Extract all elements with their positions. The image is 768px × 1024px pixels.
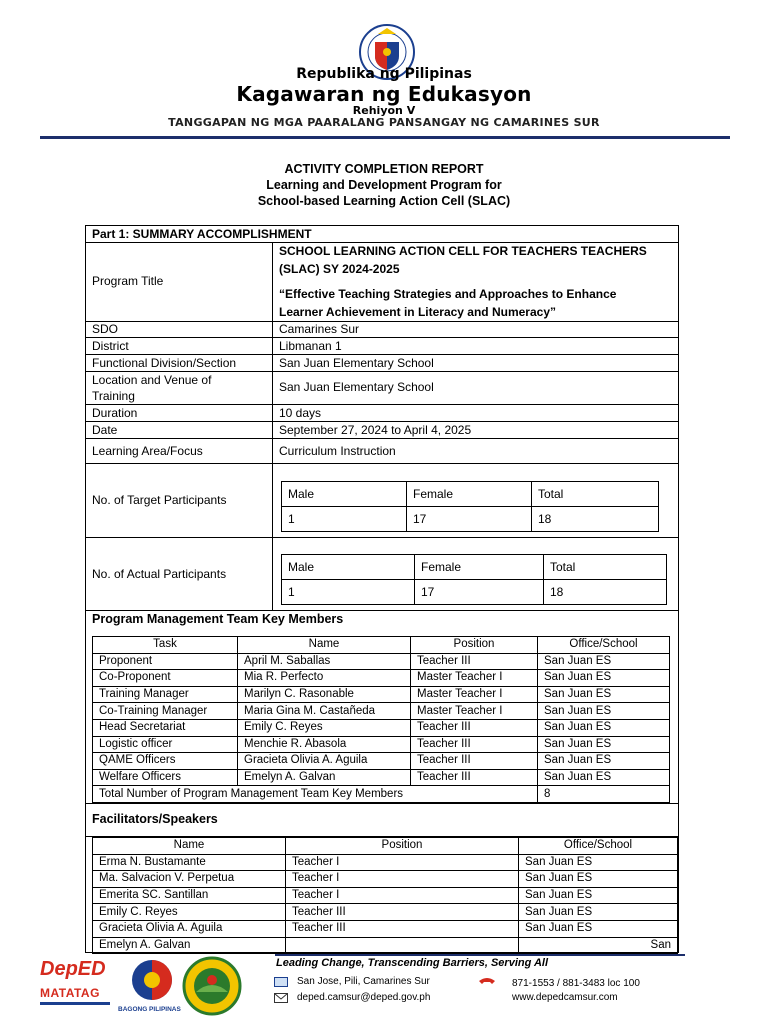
fac-cell-office: San Juan ES — [519, 904, 678, 921]
pmt-cell-position: Master Teacher I — [411, 670, 538, 687]
pmt-header-position: Position — [411, 637, 538, 654]
phone-icon — [478, 977, 496, 987]
table-row — [93, 719, 670, 736]
table-row — [93, 887, 678, 904]
pmt-cell-office: San Juan ES — [538, 670, 670, 687]
pmt-cell-name: April M. Saballas — [238, 653, 411, 670]
footer-divider — [275, 954, 685, 956]
row-value-district: Libmanan 1 — [279, 339, 342, 353]
department-heading: Kagawaran ng Edukasyon — [236, 82, 532, 106]
row-value-division: San Juan Elementary School — [279, 356, 434, 370]
actual-header-total: Total — [544, 555, 667, 580]
summary-table — [85, 225, 679, 953]
pmt-table — [92, 636, 670, 803]
republic-heading: Republika ng Pilipinas — [296, 66, 472, 82]
pmt-cell-name: Menchie R. Abasola — [238, 736, 411, 753]
pmt-cell-name: Emily C. Reyes — [238, 719, 411, 736]
actual-participants-label: No. of Actual Participants — [92, 567, 227, 581]
fac-header-office: Office/School — [519, 838, 678, 855]
pmt-cell-task: Co-Training Manager — [93, 703, 238, 720]
pmt-cell-office: San Juan ES — [538, 653, 670, 670]
footer-phone: 871-1553 / 881-3483 loc 100 — [512, 978, 640, 989]
fac-cell-office: San Juan ES — [519, 871, 678, 888]
email-icon — [274, 993, 288, 1003]
pmt-cell-position: Teacher III — [411, 769, 538, 786]
pmt-cell-name: Gracieta Olivia A. Aguila — [238, 753, 411, 770]
target-participants-label: No. of Target Participants — [92, 493, 227, 507]
fac-cell-office: San — [519, 937, 678, 954]
pmt-cell-name: Maria Gina M. Castañeda — [238, 703, 411, 720]
pmt-cell-office: San Juan ES — [538, 686, 670, 703]
row-label-district: District — [92, 339, 129, 353]
fac-cell-office: San Juan ES — [519, 854, 678, 871]
matatag-logo-text: MATATAG — [40, 986, 100, 1000]
footer-address: San Jose, Pili, Camarines Sur — [297, 976, 430, 987]
fac-cell-name: Emerita SC. Santillan — [93, 887, 286, 904]
pmt-cell-position: Teacher III — [411, 753, 538, 770]
fac-cell-position — [286, 937, 519, 954]
bagong-pilipinas-logo — [122, 958, 182, 1008]
row-label-sdo: SDO — [92, 322, 119, 336]
fac-cell-name: Ma. Salvacion V. Perpetua — [93, 871, 286, 888]
pmt-cell-position: Master Teacher I — [411, 686, 538, 703]
row-label-duration: Duration — [92, 406, 138, 420]
table-row — [93, 670, 670, 687]
target-value-total: 18 — [532, 507, 659, 532]
report-title: ACTIVITY COMPLETION REPORT — [284, 162, 484, 176]
pmt-cell-name: Emelyn A. Galvan — [238, 769, 411, 786]
facilitators-heading: Facilitators/Speakers — [92, 812, 218, 826]
pmt-cell-office: San Juan ES — [538, 719, 670, 736]
facilitators-table — [92, 837, 678, 954]
fac-cell-name: Erma N. Bustamante — [93, 854, 286, 871]
report-subtitle-1: Learning and Development Program for — [266, 178, 502, 192]
pmt-cell-task: Co-Proponent — [93, 670, 238, 687]
part1-heading: Part 1: SUMMARY ACCOMPLISHMENT — [92, 227, 312, 241]
pmt-cell-position: Teacher III — [411, 653, 538, 670]
deped-logo-text: DepED — [40, 958, 106, 980]
fac-header-position: Position — [286, 838, 519, 855]
row-label-location: Location and Venue of — [92, 373, 212, 387]
pmt-heading: Program Management Team Key Members — [92, 612, 344, 626]
pmt-cell-office: San Juan ES — [538, 753, 670, 770]
program-title-label: Program Title — [92, 274, 164, 288]
fac-cell-position: Teacher I — [286, 854, 519, 871]
pmt-header-name: Name — [238, 637, 411, 654]
table-row — [93, 769, 670, 786]
fac-cell-position: Teacher I — [286, 887, 519, 904]
fac-cell-office: San Juan ES — [519, 920, 678, 937]
row-label-date: Date — [92, 423, 118, 437]
division-seal-logo — [182, 956, 242, 1016]
office-heading: TANGGAPAN NG MGA PAARALANG PANSANGAY NG CAMARINES SUR — [168, 116, 600, 129]
program-title-line1: SCHOOL LEARNING ACTION CELL FOR TEACHERS TEACHERS — [279, 244, 647, 258]
pmt-cell-office: San Juan ES — [538, 703, 670, 720]
target-value-male: 1 — [282, 507, 407, 532]
pmt-header-task: Task — [93, 637, 238, 654]
row-value-duration: 10 days — [279, 406, 322, 420]
row-value-sdo: Camarines Sur — [279, 322, 360, 336]
pmt-cell-name: Marilyn C. Rasonable — [238, 686, 411, 703]
row-label-location-2: Training — [92, 389, 135, 403]
table-row — [93, 937, 678, 954]
table-row — [93, 753, 670, 770]
region-heading: Rehiyon V — [352, 104, 416, 117]
row-label-division: Functional Division/Section — [92, 356, 237, 370]
program-title-line2: (SLAC) SY 2024-2025 — [279, 262, 400, 276]
fac-cell-position: Teacher I — [286, 871, 519, 888]
pmt-cell-position: Teacher III — [411, 719, 538, 736]
target-participants-table — [281, 481, 659, 532]
footer-website: www.depedcamsur.com — [512, 992, 618, 1003]
pmt-total-value: 8 — [538, 786, 670, 803]
actual-value-total: 18 — [544, 580, 667, 605]
table-row — [93, 686, 670, 703]
target-value-female: 17 — [407, 507, 532, 532]
pmt-cell-task: QAME Officers — [93, 753, 238, 770]
pmt-cell-task: Training Manager — [93, 686, 238, 703]
fac-cell-position: Teacher III — [286, 904, 519, 921]
table-row — [93, 920, 678, 937]
actual-value-male: 1 — [282, 580, 415, 605]
program-theme-line2: Learner Achievement in Literacy and Numeracy” — [279, 305, 556, 319]
target-header-total: Total — [532, 482, 659, 507]
pmt-cell-office: San Juan ES — [538, 736, 670, 753]
pmt-cell-task: Welfare Officers — [93, 769, 238, 786]
fac-cell-name: Emily C. Reyes — [93, 904, 286, 921]
bagong-pilipinas-text: BAGONG PILIPINAS — [118, 1006, 181, 1013]
program-theme-line1: “Effective Teaching Strategies and Approaches to Enhance — [279, 287, 617, 301]
report-subtitle-2: School-based Learning Action Cell (SLAC) — [257, 194, 511, 208]
footer-tagline: Leading Change, Transcending Barriers, Serving All — [276, 957, 549, 969]
table-row — [93, 871, 678, 888]
row-value-learning-area: Curriculum Instruction — [279, 444, 396, 458]
target-header-male: Male — [282, 482, 407, 507]
footer-email: deped.camsur@deped.gov.ph — [297, 992, 431, 1003]
row-value-date: September 27, 2024 to April 4, 2025 — [279, 423, 472, 437]
table-row — [93, 904, 678, 921]
row-value-location: San Juan Elementary School — [279, 380, 434, 394]
row-label-learning-area: Learning Area/Focus — [92, 444, 203, 458]
pmt-total-label: Total Number of Program Management Team Key Members — [93, 786, 538, 803]
fac-cell-name: Emelyn A. Galvan — [93, 937, 286, 954]
target-header-female: Female — [407, 482, 532, 507]
pmt-cell-task: Proponent — [93, 653, 238, 670]
address-icon — [274, 977, 288, 987]
actual-value-female: 17 — [415, 580, 544, 605]
table-row — [93, 703, 670, 720]
actual-header-male: Male — [282, 555, 415, 580]
actual-participants-table — [281, 554, 667, 605]
fac-cell-office: San Juan ES — [519, 887, 678, 904]
pmt-cell-position: Master Teacher I — [411, 703, 538, 720]
deped-matatag-logo — [40, 958, 118, 1014]
pmt-cell-office: San Juan ES — [538, 769, 670, 786]
pmt-cell-position: Teacher III — [411, 736, 538, 753]
pmt-header-office: Office/School — [538, 637, 670, 654]
header-divider — [40, 136, 730, 139]
fac-header-name: Name — [93, 838, 286, 855]
table-row — [93, 854, 678, 871]
fac-cell-position: Teacher III — [286, 920, 519, 937]
pmt-cell-task: Logistic officer — [93, 736, 238, 753]
table-row — [93, 736, 670, 753]
table-row — [93, 653, 670, 670]
fac-cell-name: Gracieta Olivia A. Aguila — [93, 920, 286, 937]
actual-header-female: Female — [415, 555, 544, 580]
pmt-cell-name: Mia R. Perfecto — [238, 670, 411, 687]
pmt-cell-task: Head Secretariat — [93, 719, 238, 736]
